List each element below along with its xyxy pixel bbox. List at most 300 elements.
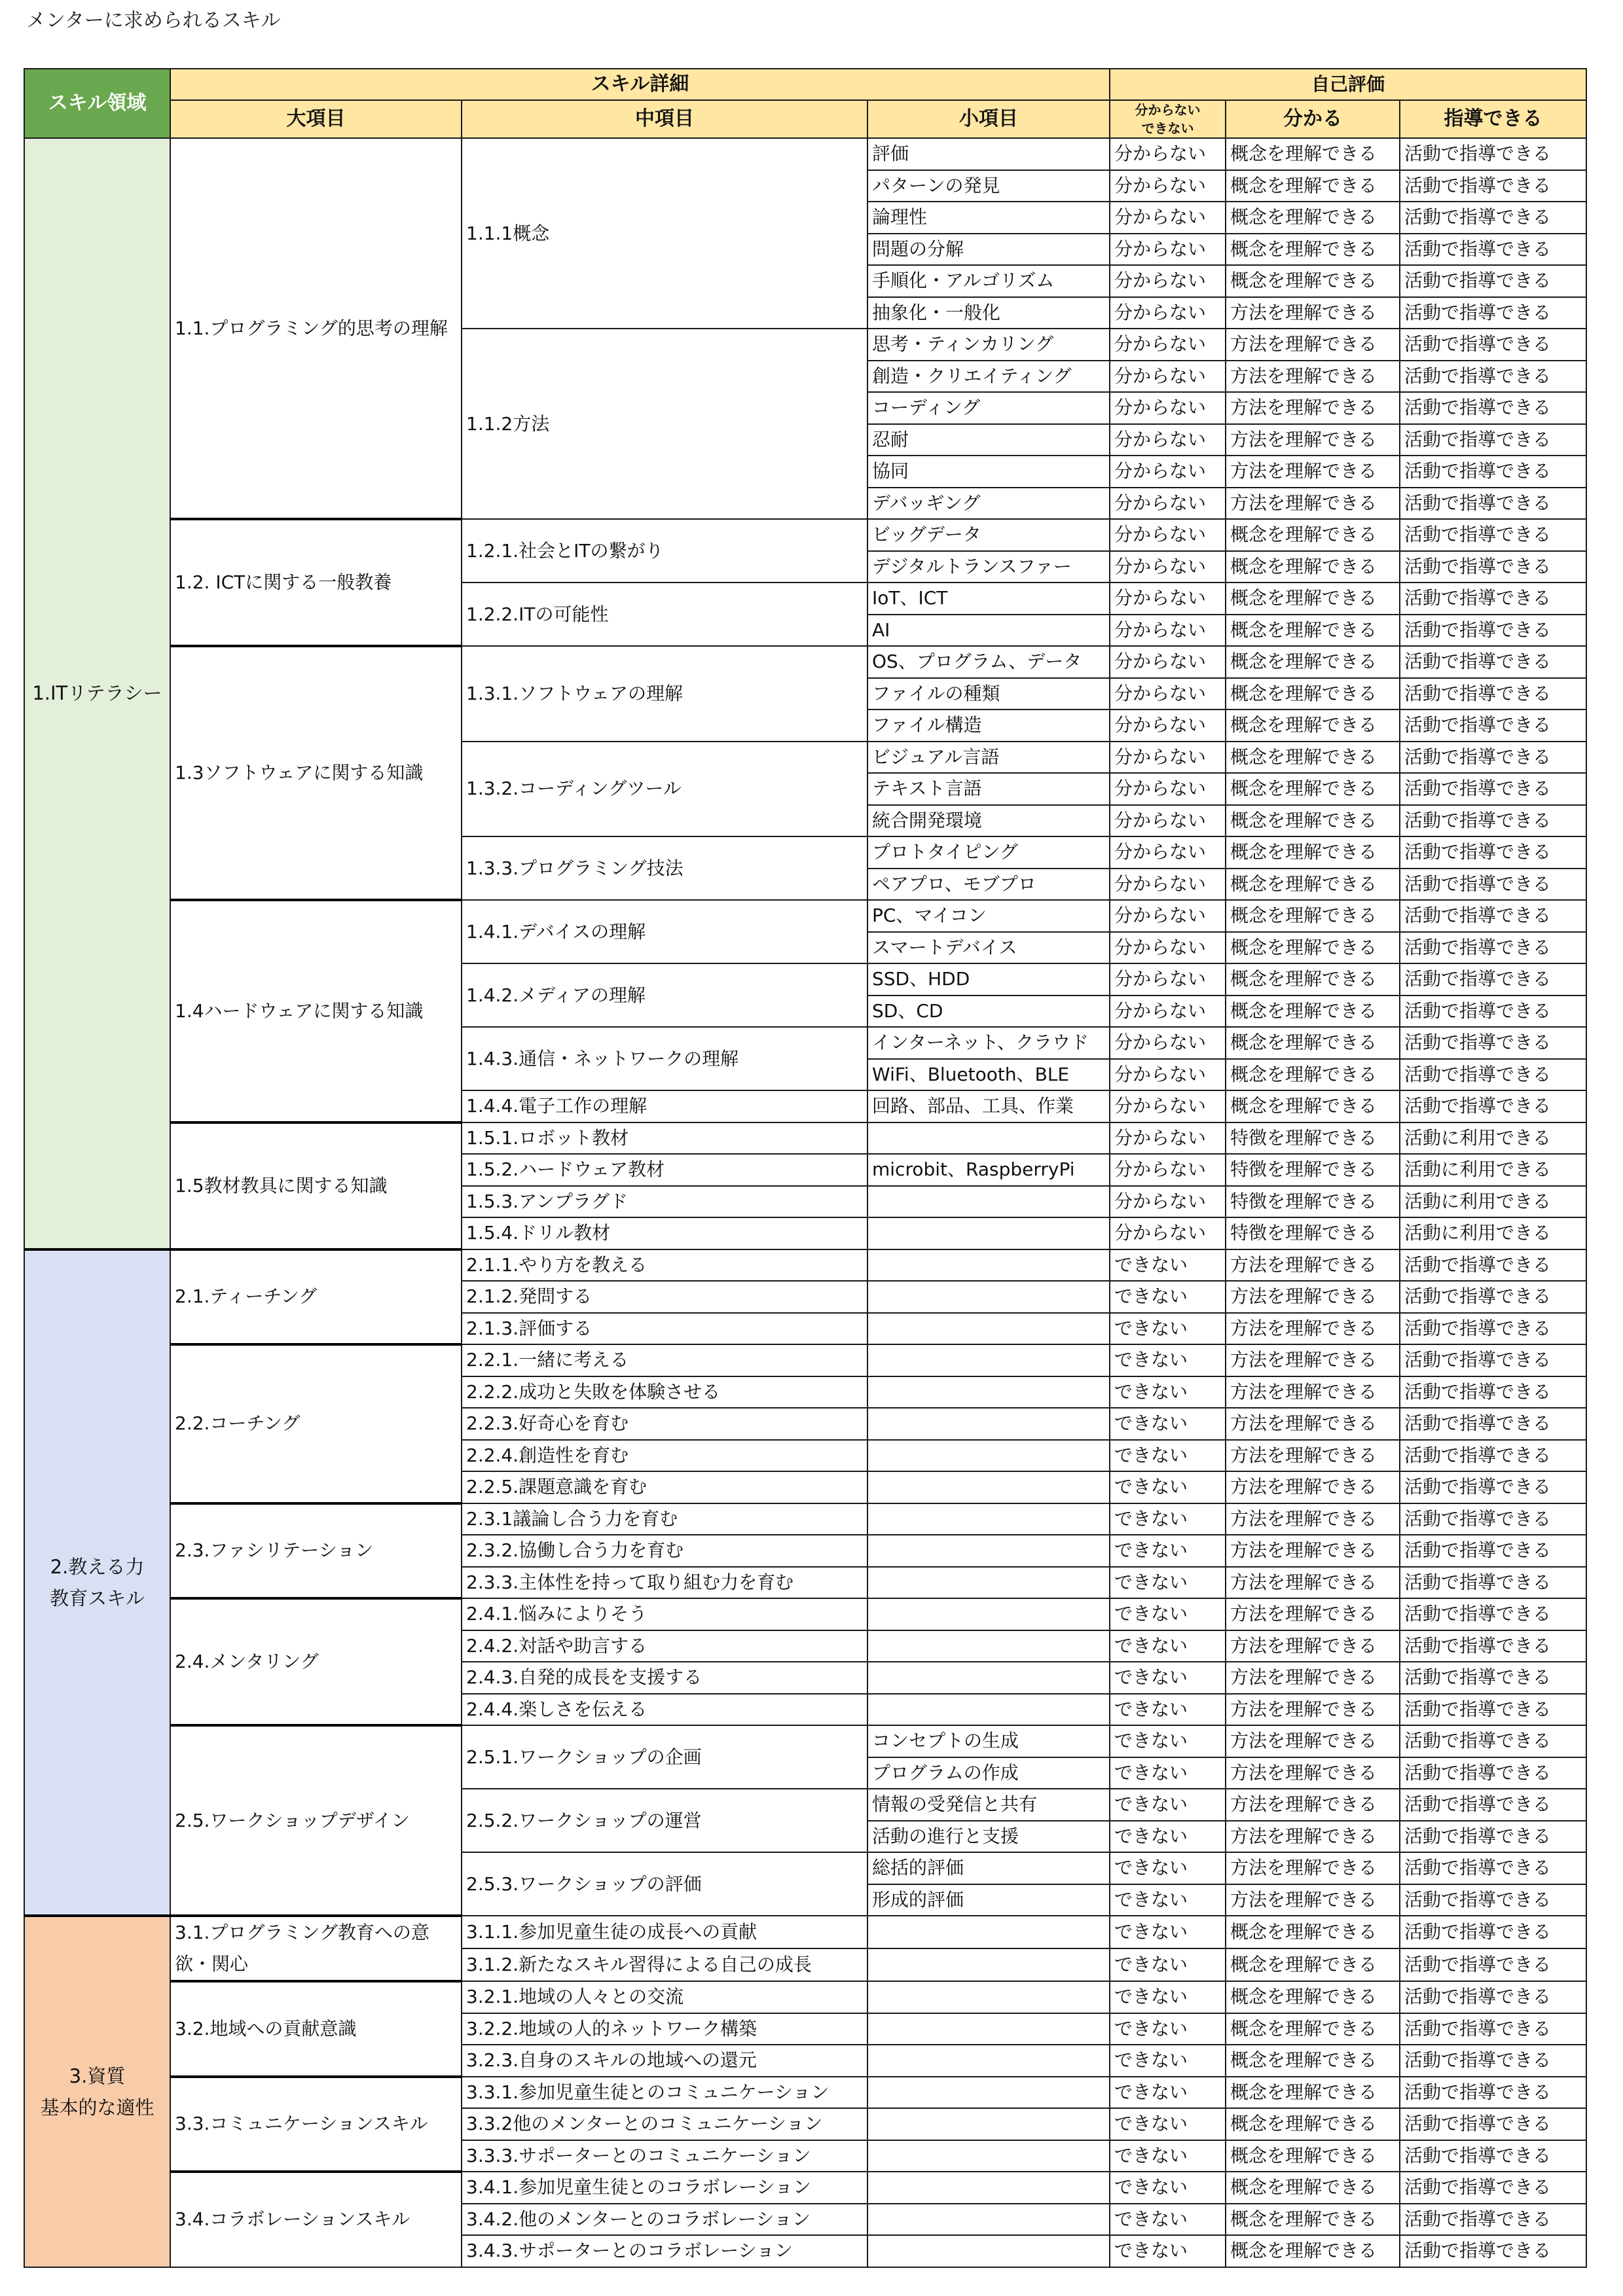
level-1-cell: できない [1110, 1725, 1226, 1757]
middle-item: 2.4.3.自発的成長を支援する [462, 1662, 867, 1694]
level-1-cell: できない [1110, 1471, 1226, 1503]
level-2-cell: 概念を理解できる [1226, 2204, 1400, 2236]
level-2-cell: 方法を理解できる [1226, 1567, 1400, 1599]
level-3-cell: 活動で指導できる [1400, 1630, 1586, 1662]
minor-item [867, 1440, 1110, 1472]
table-row [24, 519, 1586, 551]
level-1-cell: できない [1110, 2204, 1226, 2236]
domain-cell: 3.資質 基本的な適性 [24, 1916, 170, 2267]
level-2-cell: 方法を理解できる [1226, 1821, 1400, 1853]
level2-header: 分かる [1226, 100, 1400, 138]
level-2-cell: 概念を理解できる [1226, 202, 1400, 234]
minor-item [867, 2204, 1110, 2236]
level-2-cell: 方法を理解できる [1226, 424, 1400, 456]
level-2-cell: 概念を理解できる [1226, 138, 1400, 170]
level-3-cell: 活動で指導できる [1400, 1440, 1586, 1472]
level3-header: 指導できる [1400, 100, 1586, 138]
table-row [24, 2172, 1586, 2204]
major-item: 3.3.コミュニケーションスキル [170, 2077, 462, 2172]
minor-header: 小項目 [867, 100, 1110, 138]
minor-item: パターンの発見 [867, 170, 1110, 202]
minor-item [867, 1122, 1110, 1155]
level-3-cell: 活動で指導できる [1400, 2108, 1586, 2140]
level-1-cell: できない [1110, 1567, 1226, 1599]
minor-item [867, 2235, 1110, 2267]
minor-item: microbit、RaspberryPi [867, 1154, 1110, 1186]
level-2-cell: 概念を理解できる [1226, 900, 1400, 932]
major-item: 3.2.地域への貢献意識 [170, 1981, 462, 2077]
level-2-cell: 方法を理解できる [1226, 1503, 1400, 1535]
level-3-cell: 活動で指導できる [1400, 583, 1586, 615]
level-2-cell: 概念を理解できる [1226, 1059, 1400, 1091]
minor-item: 問題の分解 [867, 234, 1110, 266]
minor-item [867, 1981, 1110, 2013]
level-2-cell: 概念を理解できる [1226, 2013, 1400, 2045]
level-1-cell: できない [1110, 1344, 1226, 1376]
level-2-cell: 方法を理解できる [1226, 1630, 1400, 1662]
level-1-cell: 分からない [1110, 1027, 1226, 1059]
level-2-cell: 概念を理解できる [1226, 615, 1400, 647]
level-1-cell: できない [1110, 1662, 1226, 1694]
level-1-cell: できない [1110, 1630, 1226, 1662]
level-2-cell: 特徴を理解できる [1226, 1217, 1400, 1249]
level-3-cell: 活動で指導できる [1400, 2140, 1586, 2172]
major-item: 2.5.ワークショップデザイン [170, 1725, 462, 1916]
middle-item: 3.1.2.新たなスキル習得による自己の成長 [462, 1948, 867, 1981]
level1-header: 分からない できない [1110, 100, 1226, 138]
middle-header: 中項目 [462, 100, 867, 138]
level-3-cell: 活動で指導できる [1400, 1916, 1586, 1948]
level-1-cell: できない [1110, 1948, 1226, 1981]
level-1-cell: 分からない [1110, 234, 1226, 266]
level-1-cell: 分からない [1110, 963, 1226, 996]
minor-item [867, 1598, 1110, 1630]
domain-cell: 2.教える力 教育スキル [24, 1249, 170, 1916]
level-1-cell: 分からない [1110, 170, 1226, 202]
level-2-cell: 概念を理解できる [1226, 2077, 1400, 2109]
level-1-cell: 分からない [1110, 615, 1226, 647]
level-1-cell: できない [1110, 1598, 1226, 1630]
minor-item [867, 1281, 1110, 1313]
level-2-cell: 概念を理解できる [1226, 805, 1400, 837]
skill-detail-header: スキル詳細 [170, 69, 1110, 100]
level-1-cell: 分からない [1110, 932, 1226, 964]
minor-item [867, 1948, 1110, 1981]
major-item: 1.1.プログラミング的思考の理解 [170, 138, 462, 519]
level-3-cell: 活動で指導できる [1400, 1884, 1586, 1916]
middle-item: 2.5.1.ワークショップの企画 [462, 1725, 867, 1789]
level-1-cell: 分からない [1110, 836, 1226, 869]
level-1-cell: 分からない [1110, 1154, 1226, 1186]
level-2-cell: 概念を理解できる [1226, 963, 1400, 996]
minor-item: IoT、ICT [867, 583, 1110, 615]
minor-item: プログラムの作成 [867, 1757, 1110, 1789]
level-3-cell: 活動で指導できる [1400, 234, 1586, 266]
level-3-cell: 活動で指導できる [1400, 1948, 1586, 1981]
level-3-cell: 活動で指導できる [1400, 678, 1586, 710]
level-2-cell: 方法を理解できる [1226, 1535, 1400, 1567]
level-3-cell: 活動で指導できる [1400, 1662, 1586, 1694]
level-2-cell: 概念を理解できる [1226, 170, 1400, 202]
level-1-cell: できない [1110, 1916, 1226, 1948]
level-3-cell: 活動で指導できる [1400, 1757, 1586, 1789]
level-3-cell: 活動で指導できる [1400, 646, 1586, 678]
level-1-cell: 分からない [1110, 361, 1226, 393]
level-2-cell: 方法を理解できる [1226, 1789, 1400, 1821]
table-row [24, 646, 1586, 678]
level-3-cell: 活動で指導できる [1400, 488, 1586, 520]
level-3-cell: 活動で指導できる [1400, 456, 1586, 488]
middle-item: 3.3.1.参加児童生徒とのコミュニケーション [462, 2077, 867, 2109]
level-1-cell: できない [1110, 1440, 1226, 1472]
level-3-cell: 活動で指導できる [1400, 1725, 1586, 1757]
level-2-cell: 概念を理解できる [1226, 836, 1400, 869]
middle-item: 3.3.3.サポーターとのコミュニケーション [462, 2140, 867, 2172]
middle-item: 3.4.2.他のメンターとのコラボレーション [462, 2204, 867, 2236]
level-1-cell: 分からない [1110, 900, 1226, 932]
level-3-cell: 活動で指導できる [1400, 1344, 1586, 1376]
level-1-cell: 分からない [1110, 678, 1226, 710]
level-2-cell: 方法を理解できる [1226, 1313, 1400, 1345]
middle-item: 1.1.2方法 [462, 329, 867, 519]
level-1-cell: できない [1110, 1821, 1226, 1853]
level-2-cell: 概念を理解できる [1226, 996, 1400, 1028]
level-3-cell: 活動で指導できる [1400, 2045, 1586, 2077]
domain-header: スキル領域 [24, 69, 170, 138]
middle-item: 3.4.3.サポーターとのコラボレーション [462, 2235, 867, 2267]
minor-item: 評価 [867, 138, 1110, 170]
middle-item: 1.2.1.社会とITの繋がり [462, 519, 867, 583]
level-1-cell: できない [1110, 1249, 1226, 1282]
level-2-cell: 概念を理解できる [1226, 2235, 1400, 2267]
level-1-cell: 分からない [1110, 1090, 1226, 1122]
level-2-cell: 方法を理解できる [1226, 1852, 1400, 1884]
level-2-cell: 方法を理解できる [1226, 488, 1400, 520]
middle-item: 1.3.1.ソフトウェアの理解 [462, 646, 867, 742]
minor-item: AI [867, 615, 1110, 647]
level-1-cell: できない [1110, 1535, 1226, 1567]
level-2-cell: 概念を理解できる [1226, 265, 1400, 297]
level-3-cell: 活動で指導できる [1400, 297, 1586, 329]
level-3-cell: 活動で指導できる [1400, 138, 1586, 170]
minor-item: ファイルの種類 [867, 678, 1110, 710]
table-row [24, 1344, 1586, 1376]
level-3-cell: 活動で指導できる [1400, 742, 1586, 774]
level-3-cell: 活動に利用できる [1400, 1186, 1586, 1218]
level-3-cell: 活動で指導できる [1400, 424, 1586, 456]
middle-item: 2.2.2.成功と失敗を体験させる [462, 1376, 867, 1408]
minor-item [867, 1376, 1110, 1408]
level-2-cell: 方法を理解できる [1226, 1376, 1400, 1408]
level-1-cell: できない [1110, 2013, 1226, 2045]
level-3-cell: 活動で指導できる [1400, 1598, 1586, 1630]
middle-item: 2.2.4.創造性を育む [462, 1440, 867, 1472]
level-3-cell: 活動で指導できる [1400, 1090, 1586, 1122]
level-3-cell: 活動で指導できる [1400, 1376, 1586, 1408]
level-3-cell: 活動で指導できる [1400, 551, 1586, 583]
level-3-cell: 活動に利用できる [1400, 1122, 1586, 1155]
level-2-cell: 概念を理解できる [1226, 869, 1400, 901]
minor-item [867, 2045, 1110, 2077]
level-2-cell: 概念を理解できる [1226, 742, 1400, 774]
level-1-cell: 分からない [1110, 583, 1226, 615]
middle-item: 1.5.2.ハードウェア教材 [462, 1154, 867, 1186]
table-row [24, 1503, 1586, 1535]
minor-item [867, 2013, 1110, 2045]
level-2-cell: 方法を理解できる [1226, 1344, 1400, 1376]
minor-item: プロトタイピング [867, 836, 1110, 869]
header-row-1 [24, 69, 1586, 100]
minor-item [867, 1249, 1110, 1282]
minor-item: 抽象化・一般化 [867, 297, 1110, 329]
table-row [24, 2077, 1586, 2109]
minor-item [867, 1503, 1110, 1535]
middle-item: 3.1.1.参加児童生徒の成長への貢献 [462, 1916, 867, 1948]
level-3-cell: 活動で指導できる [1400, 1789, 1586, 1821]
middle-item: 2.5.2.ワークショップの運営 [462, 1789, 867, 1852]
minor-item [867, 2140, 1110, 2172]
major-item: 1.3ソフトウェアに関する知識 [170, 646, 462, 900]
level-3-cell: 活動で指導できる [1400, 615, 1586, 647]
level-1-cell: できない [1110, 1981, 1226, 2013]
middle-item: 1.4.1.デバイスの理解 [462, 900, 867, 963]
level-2-cell: 特徴を理解できる [1226, 1122, 1400, 1155]
level-2-cell: 方法を理解できる [1226, 1694, 1400, 1726]
level-3-cell: 活動で指導できる [1400, 805, 1586, 837]
middle-item: 2.2.1.一緒に考える [462, 1344, 867, 1376]
level-1-cell: できない [1110, 2235, 1226, 2267]
level-1-cell: 分からない [1110, 488, 1226, 520]
minor-item [867, 1662, 1110, 1694]
minor-item: デバッギング [867, 488, 1110, 520]
minor-item [867, 1630, 1110, 1662]
table-row [24, 1122, 1586, 1155]
middle-item: 2.4.4.楽しさを伝える [462, 1694, 867, 1726]
middle-item: 1.4.2.メディアの理解 [462, 963, 867, 1027]
minor-item: OS、プログラム、データ [867, 646, 1110, 678]
level-3-cell: 活動で指導できる [1400, 1503, 1586, 1535]
level-1-cell: 分からない [1110, 329, 1226, 361]
level-2-cell: 概念を理解できる [1226, 678, 1400, 710]
middle-item: 2.1.2.発問する [462, 1281, 867, 1313]
minor-item [867, 2077, 1110, 2109]
minor-item: インターネット、クラウド [867, 1027, 1110, 1059]
level-2-cell: 概念を理解できる [1226, 2108, 1400, 2140]
level-1-cell: できない [1110, 2108, 1226, 2140]
minor-item: 協同 [867, 456, 1110, 488]
level-1-cell: できない [1110, 1789, 1226, 1821]
major-item: 2.2.コーチング [170, 1344, 462, 1503]
level-3-cell: 活動で指導できる [1400, 773, 1586, 805]
middle-item: 2.2.5.課題意識を育む [462, 1471, 867, 1503]
level-2-cell: 概念を理解できる [1226, 234, 1400, 266]
middle-item: 2.2.3.好奇心を育む [462, 1408, 867, 1440]
level-2-cell: 概念を理解できる [1226, 2045, 1400, 2077]
domain-cell: 1.ITリテラシー [24, 138, 170, 1249]
major-item: 1.5教材教具に関する知識 [170, 1122, 462, 1249]
minor-item [867, 1567, 1110, 1599]
level-1-cell: できない [1110, 1884, 1226, 1916]
middle-item: 3.2.1.地域の人々との交流 [462, 1981, 867, 2013]
level-3-cell: 活動で指導できる [1400, 2172, 1586, 2204]
level-2-cell: 特徴を理解できる [1226, 1186, 1400, 1218]
level-1-cell: 分からない [1110, 869, 1226, 901]
level-3-cell: 活動で指導できる [1400, 869, 1586, 901]
level-1-cell: 分からない [1110, 742, 1226, 774]
level-2-cell: 概念を理解できる [1226, 1916, 1400, 1948]
level-2-cell: 概念を理解できる [1226, 519, 1400, 551]
minor-item: コンセプトの生成 [867, 1725, 1110, 1757]
middle-item: 3.3.2他のメンターとのコミュニケーション [462, 2108, 867, 2140]
level-2-cell: 方法を理解できる [1226, 1440, 1400, 1472]
level-2-cell: 概念を理解できる [1226, 1027, 1400, 1059]
middle-item: 1.5.3.アンプラグド [462, 1186, 867, 1218]
minor-item: 情報の受発信と共有 [867, 1789, 1110, 1821]
level-1-cell: できない [1110, 1694, 1226, 1726]
middle-item: 3.2.2.地域の人的ネットワーク構築 [462, 2013, 867, 2045]
level-3-cell: 活動で指導できる [1400, 996, 1586, 1028]
level-1-cell: できない [1110, 1313, 1226, 1345]
level-1-cell: できない [1110, 1757, 1226, 1789]
level-3-cell: 活動で指導できる [1400, 1821, 1586, 1853]
level-3-cell: 活動で指導できる [1400, 932, 1586, 964]
level-3-cell: 活動に利用できる [1400, 1154, 1586, 1186]
level-1-cell: 分からない [1110, 424, 1226, 456]
level-3-cell: 活動で指導できる [1400, 2013, 1586, 2045]
level-1-cell: 分からない [1110, 805, 1226, 837]
level-2-cell: 方法を理解できる [1226, 1884, 1400, 1916]
level-1-cell: 分からない [1110, 709, 1226, 742]
level-3-cell: 活動で指導できる [1400, 519, 1586, 551]
table-row [24, 900, 1586, 932]
minor-item: SD、CD [867, 996, 1110, 1028]
level-3-cell: 活動で指導できる [1400, 1059, 1586, 1091]
table-row [24, 1725, 1586, 1757]
minor-item: 論理性 [867, 202, 1110, 234]
level-3-cell: 活動で指導できる [1400, 2077, 1586, 2109]
level-3-cell: 活動で指導できる [1400, 1694, 1586, 1726]
middle-item: 1.4.4.電子工作の理解 [462, 1090, 867, 1122]
level-1-cell: 分からない [1110, 519, 1226, 551]
middle-item: 1.4.3.通信・ネットワークの理解 [462, 1027, 867, 1090]
table-row [24, 1916, 1586, 1948]
minor-item: 統合開発環境 [867, 805, 1110, 837]
minor-item: デジタルトランスファー [867, 551, 1110, 583]
middle-item: 2.1.1.やり方を教える [462, 1249, 867, 1282]
level-2-cell: 概念を理解できる [1226, 1948, 1400, 1981]
major-item: 1.4ハードウェアに関する知識 [170, 900, 462, 1122]
level-2-cell: 方法を理解できる [1226, 456, 1400, 488]
minor-item [867, 1471, 1110, 1503]
middle-item: 2.5.3.ワークショップの評価 [462, 1852, 867, 1916]
minor-item: ビジュアル言語 [867, 742, 1110, 774]
middle-item: 1.3.3.プログラミング技法 [462, 836, 867, 900]
level-3-cell: 活動で指導できる [1400, 170, 1586, 202]
middle-item: 3.2.3.自身のスキルの地域への還元 [462, 2045, 867, 2077]
minor-item: ペアプロ、モブプロ [867, 869, 1110, 901]
table-row [24, 1249, 1586, 1282]
minor-item: 総括的評価 [867, 1852, 1110, 1884]
middle-item: 1.1.1概念 [462, 138, 867, 329]
level-3-cell: 活動で指導できる [1400, 202, 1586, 234]
page-title: メンターに求められるスキル [26, 9, 281, 32]
middle-item: 1.2.2.ITの可能性 [462, 583, 867, 646]
major-item: 2.1.ティーチング [170, 1249, 462, 1345]
table-row [24, 138, 1586, 170]
minor-item: スマートデバイス [867, 932, 1110, 964]
minor-item: 回路、部品、工具、作業 [867, 1090, 1110, 1122]
skills-table [24, 68, 1587, 2268]
level-1-cell: 分からない [1110, 1059, 1226, 1091]
level-3-cell: 活動に利用できる [1400, 1217, 1586, 1249]
major-item: 2.4.メンタリング [170, 1598, 462, 1725]
level-1-cell: 分からない [1110, 138, 1226, 170]
level-2-cell: 方法を理解できる [1226, 329, 1400, 361]
level-1-cell: できない [1110, 2045, 1226, 2077]
level-3-cell: 活動で指導できる [1400, 1249, 1586, 1282]
level-2-cell: 概念を理解できる [1226, 2140, 1400, 2172]
minor-item [867, 1916, 1110, 1948]
table-row [24, 1981, 1586, 2013]
level-3-cell: 活動で指導できる [1400, 2235, 1586, 2267]
level-3-cell: 活動で指導できる [1400, 1981, 1586, 2013]
middle-item: 3.4.1.参加児童生徒とのコラボレーション [462, 2172, 867, 2204]
level-2-cell: 概念を理解できる [1226, 646, 1400, 678]
middle-item: 2.4.1.悩みによりそう [462, 1598, 867, 1630]
level-2-cell: 概念を理解できる [1226, 709, 1400, 742]
level-2-cell: 方法を理解できる [1226, 392, 1400, 424]
level-2-cell: 概念を理解できる [1226, 773, 1400, 805]
level-3-cell: 活動で指導できる [1400, 392, 1586, 424]
level-1-cell: 分からない [1110, 392, 1226, 424]
major-item: 1.2. ICTに関する一般教養 [170, 519, 462, 646]
level-2-cell: 概念を理解できる [1226, 551, 1400, 583]
level-2-cell: 概念を理解できる [1226, 2172, 1400, 2204]
middle-item: 2.3.3.主体性を持って取り組む力を育む [462, 1567, 867, 1599]
minor-item: 形成的評価 [867, 1884, 1110, 1916]
level-1-cell: できない [1110, 1281, 1226, 1313]
level-2-cell: 方法を理解できる [1226, 1249, 1400, 1282]
minor-item [867, 2172, 1110, 2204]
level-1-cell: 分からない [1110, 202, 1226, 234]
minor-item: 忍耐 [867, 424, 1110, 456]
level-3-cell: 活動で指導できる [1400, 265, 1586, 297]
major-item: 3.1.プログラミング教育への意欲・関心 [170, 1916, 462, 1981]
level-1-cell: 分からない [1110, 773, 1226, 805]
major-header: 大項目 [170, 100, 462, 138]
middle-item: 2.3.1議論し合う力を育む [462, 1503, 867, 1535]
level-2-cell: 概念を理解できる [1226, 1090, 1400, 1122]
level-1-cell: 分からない [1110, 996, 1226, 1028]
level-1-cell: できない [1110, 1503, 1226, 1535]
minor-item: ファイル構造 [867, 709, 1110, 742]
level-3-cell: 活動で指導できる [1400, 1281, 1586, 1313]
level-1-cell: できない [1110, 1376, 1226, 1408]
minor-item [867, 1186, 1110, 1218]
level-3-cell: 活動で指導できる [1400, 1313, 1586, 1345]
level-3-cell: 活動で指導できる [1400, 709, 1586, 742]
level-1-cell: できない [1110, 2172, 1226, 2204]
level-1-cell: できない [1110, 2140, 1226, 2172]
header-row-2 [24, 100, 1586, 138]
minor-item: コーディング [867, 392, 1110, 424]
minor-item: SSD、HDD [867, 963, 1110, 996]
middle-item: 1.5.1.ロボット教材 [462, 1122, 867, 1155]
minor-item: ビッグデータ [867, 519, 1110, 551]
level-1-cell: 分からない [1110, 297, 1226, 329]
level-2-cell: 方法を理解できる [1226, 1408, 1400, 1440]
major-item: 2.3.ファシリテーション [170, 1503, 462, 1599]
